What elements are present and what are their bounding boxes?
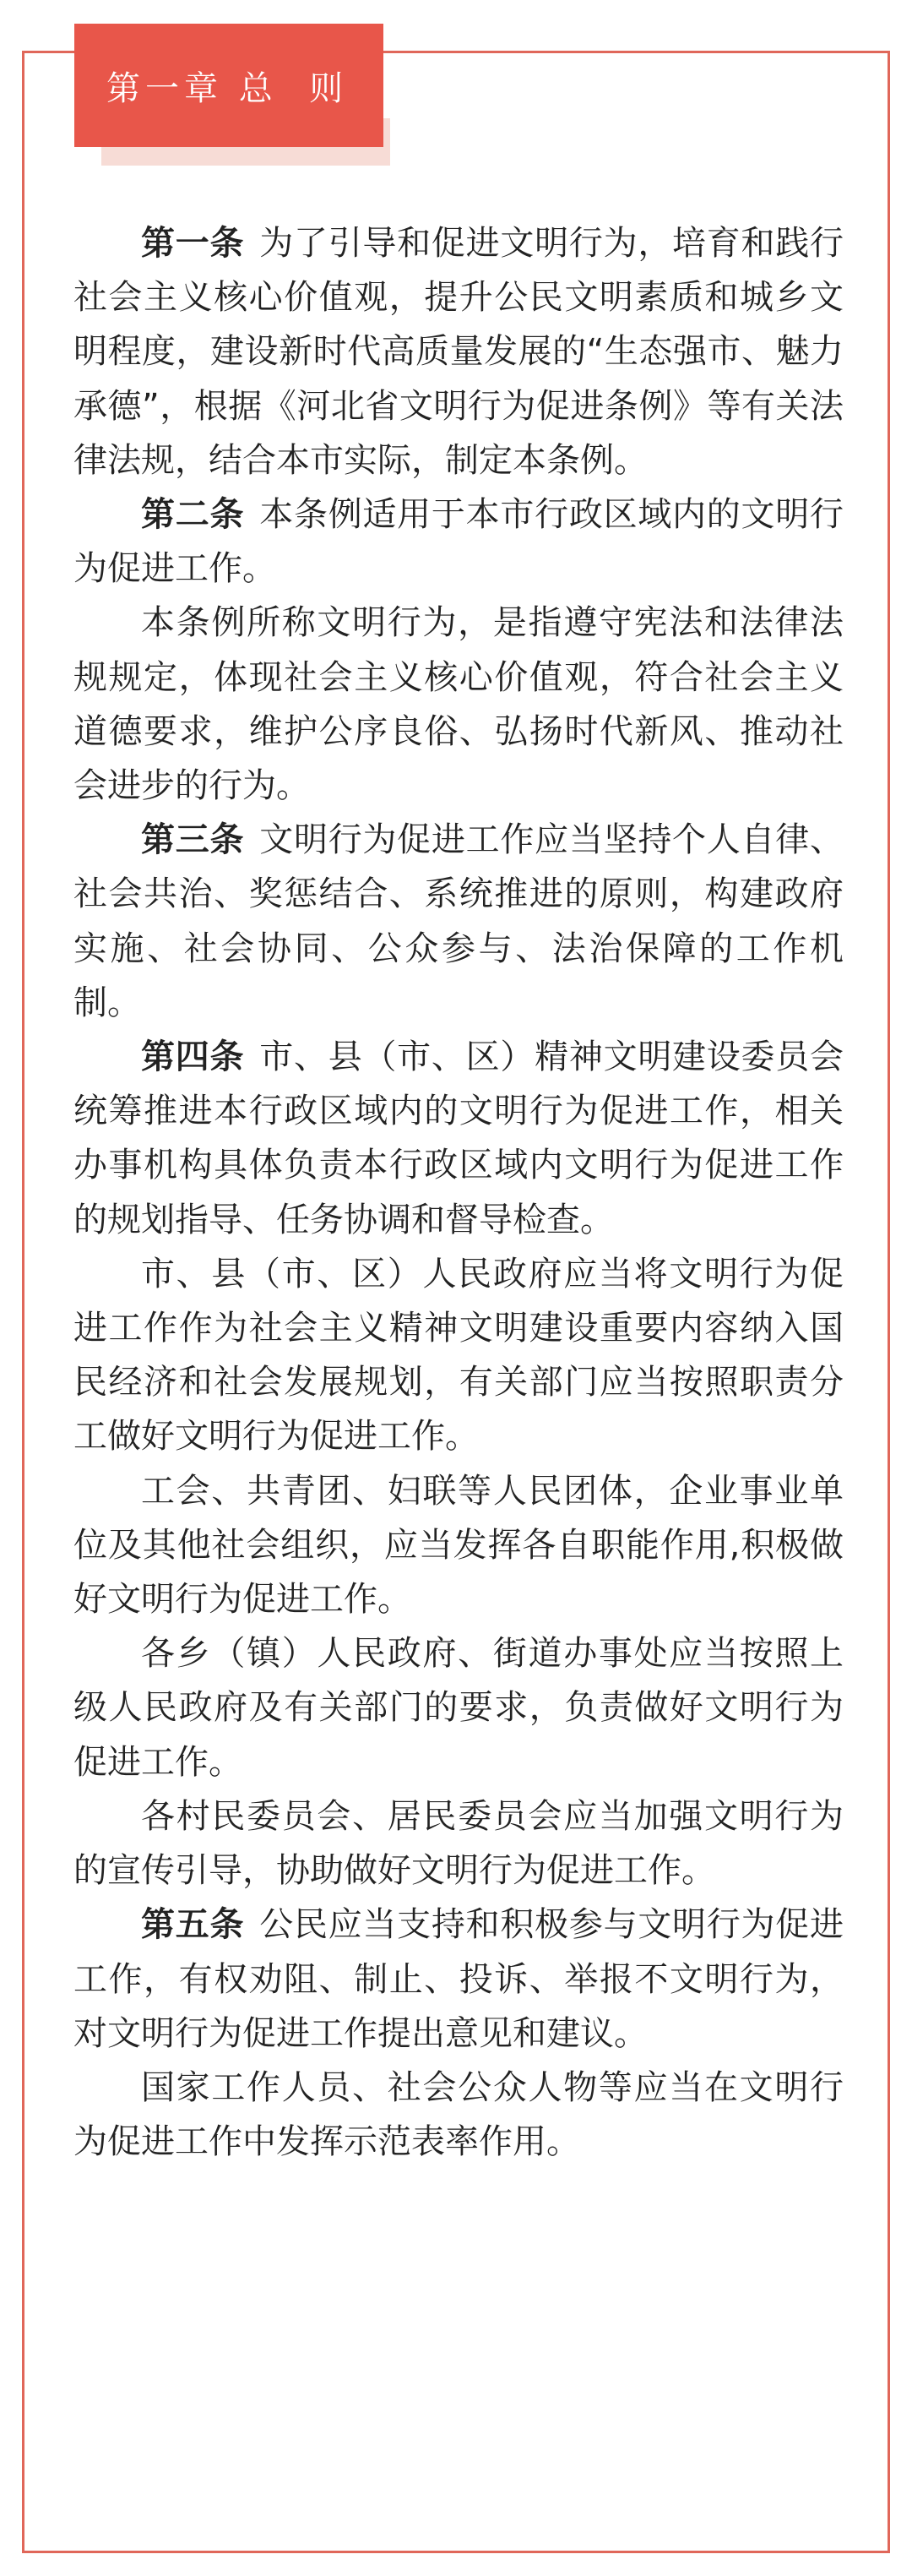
paragraph-2 (73, 487, 844, 596)
article-number: 第一条 (141, 224, 245, 263)
paragraph-4 (73, 813, 844, 1030)
chapter-tab (74, 24, 383, 147)
paragraph-9 (73, 1789, 844, 1898)
paragraph-text: 各村民委员会、居民委员会应当加强文明行为的宣传引导，协助做好文明行为促进工作。 (73, 1796, 844, 1891)
article-number: 第三条 (141, 820, 245, 860)
paragraph-10 (73, 1898, 844, 2061)
paragraph-3 (73, 596, 844, 813)
paragraph-text: 市、县（市、区）精神文明建设委员会统筹推进本行政区域内的文明行为促进工作，相关办事机构具体负责本行政区域内文明行为促进工作的规划指导、任务协调和督导检查。 (73, 1037, 844, 1239)
paragraph-text: 本条例所称文明行为，是指遵守宪法和法律法规规定，体现社会主义核心价值观，符合社会主义道德要求，维护公序良俗、弘扬时代新风、推动社会进步的行为。 (73, 603, 844, 806)
article-body (73, 216, 844, 2169)
paragraph-7 (73, 1464, 844, 1627)
paragraph-5 (73, 1030, 844, 1247)
paragraph-text: 公民应当支持和积极参与文明行为促进工作，有权劝阻、制止、投诉、举报不文明行为，对文明行为促进工作提出意见和建议。 (73, 1905, 844, 2053)
paragraph-text: 市、县（市、区）人民政府应当将文明行为促进工作作为社会主义精神文明建设重要内容纳入国民经济和社会发展规划，有关部门应当按照职责分工做好文明行为促进工作。 (73, 1254, 844, 1457)
paragraph-11 (73, 2061, 844, 2169)
paragraph-text: 为了引导和促进文明行为，培育和践行社会主义核心价值观，提升公民文明素质和城乡文明程度，建设新时代高质量发展的“生态强市、魅力承德”，根据《河北省文明行为促进条例》等有关法律法规，结合本市实际，制定本条例。 (73, 224, 844, 480)
article-number: 第五条 (141, 1905, 245, 1945)
paragraph-text: 文明行为促进工作应当坚持个人自律、社会共治、奖惩结合、系统推进的原则，构建政府实施、社会协同、公众参与、法治保障的工作机制。 (73, 820, 844, 1022)
paragraph-6 (73, 1247, 844, 1464)
paragraph-8 (73, 1626, 844, 1789)
paragraph-text: 工会、共青团、妇联等人民团体，企业事业单位及其他社会组织，应当发挥各自职能作用,积极做好文明行为促进工作。 (73, 1471, 844, 1620)
paragraph-text: 本条例适用于本市行政区域内的文明行为促进工作。 (73, 495, 844, 589)
paragraph-text: 各乡（镇）人民政府、街道办事处应当按照上级人民政府及有关部门的要求，负责做好文明行为促进工作。 (73, 1634, 844, 1782)
article-number: 第二条 (141, 495, 245, 535)
paragraph-text: 国家工作人员、社会公众人物等应当在文明行为促进工作中发挥示范表率作用。 (73, 2067, 844, 2162)
chapter-title: 第一章 总 则 (106, 68, 349, 108)
article-number: 第四条 (141, 1037, 245, 1077)
paragraph-1 (73, 216, 844, 487)
